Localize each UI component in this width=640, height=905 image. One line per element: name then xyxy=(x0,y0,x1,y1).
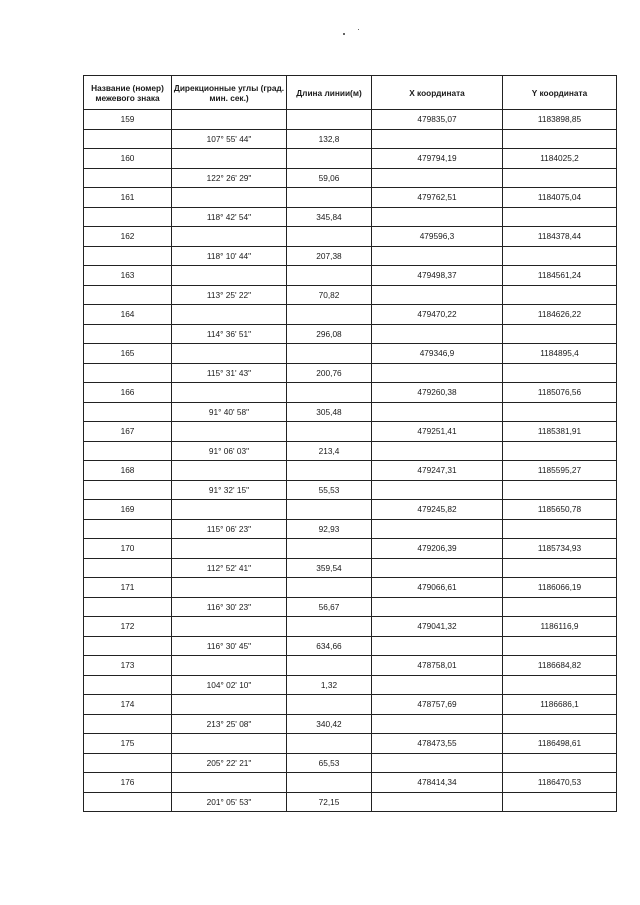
marker-name-cell xyxy=(84,324,172,344)
x-coordinate-cell: 479041,32 xyxy=(372,617,503,637)
x-coordinate-cell xyxy=(372,168,503,188)
marker-name-cell xyxy=(84,441,172,461)
y-coordinate-cell: 1186686,1 xyxy=(503,695,617,715)
x-coordinate-cell xyxy=(372,285,503,305)
segment-row xyxy=(84,246,617,266)
x-coordinate-cell xyxy=(372,597,503,617)
bearing-cell xyxy=(172,188,287,208)
line-length-cell: 634,66 xyxy=(287,636,372,656)
y-coordinate-cell: 1183898,85 xyxy=(503,110,617,130)
bearing-cell xyxy=(172,773,287,793)
line-length-cell: 305,48 xyxy=(287,402,372,422)
x-coordinate-cell xyxy=(372,480,503,500)
point-row xyxy=(84,773,617,793)
y-coordinate-cell xyxy=(503,792,617,812)
x-coordinate-cell xyxy=(372,792,503,812)
y-coordinate-cell: 1186498,61 xyxy=(503,734,617,754)
line-length-cell: 92,93 xyxy=(287,519,372,539)
bearing-cell: 116° 30' 23" xyxy=(172,597,287,617)
bearing-cell: 205° 22' 21" xyxy=(172,753,287,773)
marker-name-cell: 166 xyxy=(84,383,172,403)
line-length-cell xyxy=(287,110,372,130)
x-coordinate-cell xyxy=(372,363,503,383)
segment-row xyxy=(84,480,617,500)
bearing-cell: 114° 36' 51" xyxy=(172,324,287,344)
segment-row xyxy=(84,168,617,188)
point-row xyxy=(84,422,617,442)
marker-name-cell: 175 xyxy=(84,734,172,754)
segment-row xyxy=(84,324,617,344)
bearing-cell: 116° 30' 45" xyxy=(172,636,287,656)
x-coordinate-cell: 479596,3 xyxy=(372,227,503,247)
bearing-cell: 91° 06' 03" xyxy=(172,441,287,461)
point-row xyxy=(84,305,617,325)
x-coordinate-cell: 479247,31 xyxy=(372,461,503,481)
point-row xyxy=(84,227,617,247)
marker-name-cell xyxy=(84,675,172,695)
x-coordinate-cell: 479470,22 xyxy=(372,305,503,325)
marker-name-cell xyxy=(84,363,172,383)
line-length-cell xyxy=(287,461,372,481)
marker-name-cell xyxy=(84,753,172,773)
marker-name-cell: 161 xyxy=(84,188,172,208)
point-row xyxy=(84,188,617,208)
bearing-cell: 91° 32' 15" xyxy=(172,480,287,500)
line-length-cell xyxy=(287,617,372,637)
marker-name-cell: 170 xyxy=(84,539,172,559)
point-row xyxy=(84,461,617,481)
bearing-cell xyxy=(172,539,287,559)
y-coordinate-cell xyxy=(503,714,617,734)
x-coordinate-cell: 479245,82 xyxy=(372,500,503,520)
y-coordinate-cell: 1185734,93 xyxy=(503,539,617,559)
line-length-cell: 200,76 xyxy=(287,363,372,383)
bearing-cell xyxy=(172,695,287,715)
line-length-cell: 296,08 xyxy=(287,324,372,344)
y-coordinate-cell xyxy=(503,168,617,188)
y-coordinate-cell: 1186066,19 xyxy=(503,578,617,598)
x-coordinate-cell: 479762,51 xyxy=(372,188,503,208)
marker-name-cell xyxy=(84,480,172,500)
marker-name-cell: 169 xyxy=(84,500,172,520)
x-coordinate-cell xyxy=(372,675,503,695)
bearing-cell xyxy=(172,305,287,325)
bearing-cell: 115° 06' 23" xyxy=(172,519,287,539)
bearing-cell xyxy=(172,578,287,598)
line-length-cell xyxy=(287,344,372,364)
segment-row xyxy=(84,792,617,812)
x-coordinate-cell xyxy=(372,129,503,149)
bearing-cell: 122° 26' 29" xyxy=(172,168,287,188)
bearing-cell xyxy=(172,500,287,520)
line-length-cell: 340,42 xyxy=(287,714,372,734)
line-length-cell xyxy=(287,695,372,715)
bearing-cell xyxy=(172,656,287,676)
bearing-cell xyxy=(172,383,287,403)
x-coordinate-cell xyxy=(372,207,503,227)
line-length-cell: 1,32 xyxy=(287,675,372,695)
marker-name-cell xyxy=(84,519,172,539)
scan-speck xyxy=(358,29,359,30)
y-coordinate-cell: 1184626,22 xyxy=(503,305,617,325)
y-coordinate-cell xyxy=(503,597,617,617)
line-length-cell xyxy=(287,539,372,559)
point-row xyxy=(84,500,617,520)
header-row xyxy=(84,76,617,110)
point-row xyxy=(84,149,617,169)
segment-row xyxy=(84,441,617,461)
y-coordinate-cell: 1184378,44 xyxy=(503,227,617,247)
bearing-cell: 213° 25' 08" xyxy=(172,714,287,734)
x-coordinate-cell: 479794,19 xyxy=(372,149,503,169)
x-coordinate-cell xyxy=(372,558,503,578)
bearing-cell: 118° 10' 44" xyxy=(172,246,287,266)
segment-row xyxy=(84,675,617,695)
segment-row xyxy=(84,597,617,617)
line-length-cell: 72,15 xyxy=(287,792,372,812)
y-coordinate-cell: 1185381,91 xyxy=(503,422,617,442)
y-coordinate-cell: 1184895,4 xyxy=(503,344,617,364)
bearing-cell: 107° 55' 44" xyxy=(172,129,287,149)
y-coordinate-cell xyxy=(503,207,617,227)
y-coordinate-cell xyxy=(503,519,617,539)
marker-name-cell: 160 xyxy=(84,149,172,169)
line-length-cell xyxy=(287,227,372,247)
scan-speck xyxy=(343,33,345,35)
line-length-cell xyxy=(287,500,372,520)
y-coordinate-cell: 1186116,9 xyxy=(503,617,617,637)
line-length-cell: 132,8 xyxy=(287,129,372,149)
x-coordinate-cell xyxy=(372,636,503,656)
point-row xyxy=(84,344,617,364)
x-coordinate-cell xyxy=(372,402,503,422)
line-length-cell xyxy=(287,656,372,676)
bearing-cell: 201° 05' 53" xyxy=(172,792,287,812)
point-row xyxy=(84,656,617,676)
line-length-cell xyxy=(287,188,372,208)
y-coordinate-cell xyxy=(503,402,617,422)
header-x-coordinate: X координата xyxy=(372,76,503,110)
x-coordinate-cell xyxy=(372,714,503,734)
y-coordinate-cell xyxy=(503,558,617,578)
marker-name-cell: 173 xyxy=(84,656,172,676)
y-coordinate-cell xyxy=(503,129,617,149)
y-coordinate-cell: 1186684,82 xyxy=(503,656,617,676)
line-length-cell: 55,53 xyxy=(287,480,372,500)
y-coordinate-cell xyxy=(503,285,617,305)
segment-row xyxy=(84,207,617,227)
point-row xyxy=(84,617,617,637)
x-coordinate-cell xyxy=(372,246,503,266)
bearing-cell: 91° 40' 58" xyxy=(172,402,287,422)
y-coordinate-cell: 1184025,2 xyxy=(503,149,617,169)
bearing-cell xyxy=(172,461,287,481)
x-coordinate-cell: 478757,69 xyxy=(372,695,503,715)
marker-name-cell xyxy=(84,246,172,266)
line-length-cell: 345,84 xyxy=(287,207,372,227)
x-coordinate-cell: 479251,41 xyxy=(372,422,503,442)
marker-name-cell xyxy=(84,207,172,227)
y-coordinate-cell xyxy=(503,324,617,344)
line-length-cell xyxy=(287,578,372,598)
x-coordinate-cell: 479066,61 xyxy=(372,578,503,598)
segment-row xyxy=(84,129,617,149)
x-coordinate-cell: 478758,01 xyxy=(372,656,503,676)
y-coordinate-cell xyxy=(503,363,617,383)
x-coordinate-cell xyxy=(372,753,503,773)
y-coordinate-cell xyxy=(503,246,617,266)
bearing-cell xyxy=(172,344,287,364)
bearing-cell xyxy=(172,422,287,442)
marker-name-cell xyxy=(84,168,172,188)
x-coordinate-cell: 479260,38 xyxy=(372,383,503,403)
marker-name-cell xyxy=(84,558,172,578)
marker-name-cell: 162 xyxy=(84,227,172,247)
header-line-length: Длина линии(м) xyxy=(287,76,372,110)
segment-row xyxy=(84,558,617,578)
marker-name-cell: 171 xyxy=(84,578,172,598)
marker-name-cell: 168 xyxy=(84,461,172,481)
line-length-cell: 59,06 xyxy=(287,168,372,188)
bearing-cell xyxy=(172,227,287,247)
point-row xyxy=(84,695,617,715)
line-length-cell xyxy=(287,266,372,286)
line-length-cell: 213,4 xyxy=(287,441,372,461)
bearing-cell xyxy=(172,266,287,286)
bearing-cell xyxy=(172,734,287,754)
line-length-cell xyxy=(287,773,372,793)
point-row xyxy=(84,734,617,754)
table-body xyxy=(84,110,617,812)
line-length-cell xyxy=(287,149,372,169)
segment-row xyxy=(84,402,617,422)
y-coordinate-cell: 1186470,53 xyxy=(503,773,617,793)
y-coordinate-cell xyxy=(503,675,617,695)
x-coordinate-cell xyxy=(372,441,503,461)
y-coordinate-cell: 1185595,27 xyxy=(503,461,617,481)
x-coordinate-cell xyxy=(372,519,503,539)
header-marker-name: Название (номер) межевого знака xyxy=(84,76,172,110)
line-length-cell xyxy=(287,734,372,754)
marker-name-cell xyxy=(84,792,172,812)
segment-row xyxy=(84,714,617,734)
x-coordinate-cell: 479498,37 xyxy=(372,266,503,286)
bearing-cell xyxy=(172,617,287,637)
marker-name-cell: 159 xyxy=(84,110,172,130)
marker-name-cell: 174 xyxy=(84,695,172,715)
line-length-cell xyxy=(287,422,372,442)
point-row xyxy=(84,110,617,130)
marker-name-cell xyxy=(84,402,172,422)
marker-name-cell: 165 xyxy=(84,344,172,364)
point-row xyxy=(84,539,617,559)
bearing-cell: 115° 31' 43" xyxy=(172,363,287,383)
y-coordinate-cell: 1184075,04 xyxy=(503,188,617,208)
line-length-cell: 70,82 xyxy=(287,285,372,305)
point-row xyxy=(84,383,617,403)
marker-name-cell: 167 xyxy=(84,422,172,442)
marker-name-cell xyxy=(84,285,172,305)
header-y-coordinate: Y координата xyxy=(503,76,617,110)
y-coordinate-cell: 1184561,24 xyxy=(503,266,617,286)
x-coordinate-cell: 478473,55 xyxy=(372,734,503,754)
header-bearing: Дирекционные углы (град. мин. сек.) xyxy=(172,76,287,110)
marker-name-cell xyxy=(84,636,172,656)
segment-row xyxy=(84,636,617,656)
x-coordinate-cell xyxy=(372,324,503,344)
x-coordinate-cell: 479346,9 xyxy=(372,344,503,364)
bearing-cell: 104° 02' 10" xyxy=(172,675,287,695)
line-length-cell xyxy=(287,383,372,403)
point-row xyxy=(84,266,617,286)
marker-name-cell: 176 xyxy=(84,773,172,793)
marker-name-cell xyxy=(84,597,172,617)
marker-name-cell: 172 xyxy=(84,617,172,637)
boundary-table xyxy=(83,75,617,812)
x-coordinate-cell: 479835,07 xyxy=(372,110,503,130)
line-length-cell: 359,54 xyxy=(287,558,372,578)
y-coordinate-cell: 1185076,56 xyxy=(503,383,617,403)
line-length-cell xyxy=(287,305,372,325)
marker-name-cell xyxy=(84,714,172,734)
line-length-cell: 56,67 xyxy=(287,597,372,617)
segment-row xyxy=(84,363,617,383)
bearing-cell xyxy=(172,110,287,130)
y-coordinate-cell xyxy=(503,753,617,773)
marker-name-cell: 164 xyxy=(84,305,172,325)
marker-name-cell xyxy=(84,129,172,149)
x-coordinate-cell: 478414,34 xyxy=(372,773,503,793)
segment-row xyxy=(84,285,617,305)
segment-row xyxy=(84,753,617,773)
line-length-cell: 65,53 xyxy=(287,753,372,773)
point-row xyxy=(84,578,617,598)
bearing-cell xyxy=(172,149,287,169)
bearing-cell: 113° 25' 22" xyxy=(172,285,287,305)
marker-name-cell: 163 xyxy=(84,266,172,286)
y-coordinate-cell: 1185650,78 xyxy=(503,500,617,520)
bearing-cell: 118° 42' 54" xyxy=(172,207,287,227)
line-length-cell: 207,38 xyxy=(287,246,372,266)
table-header xyxy=(84,76,617,110)
y-coordinate-cell xyxy=(503,636,617,656)
x-coordinate-cell: 479206,39 xyxy=(372,539,503,559)
segment-row xyxy=(84,519,617,539)
y-coordinate-cell xyxy=(503,480,617,500)
y-coordinate-cell xyxy=(503,441,617,461)
bearing-cell: 112° 52' 41" xyxy=(172,558,287,578)
